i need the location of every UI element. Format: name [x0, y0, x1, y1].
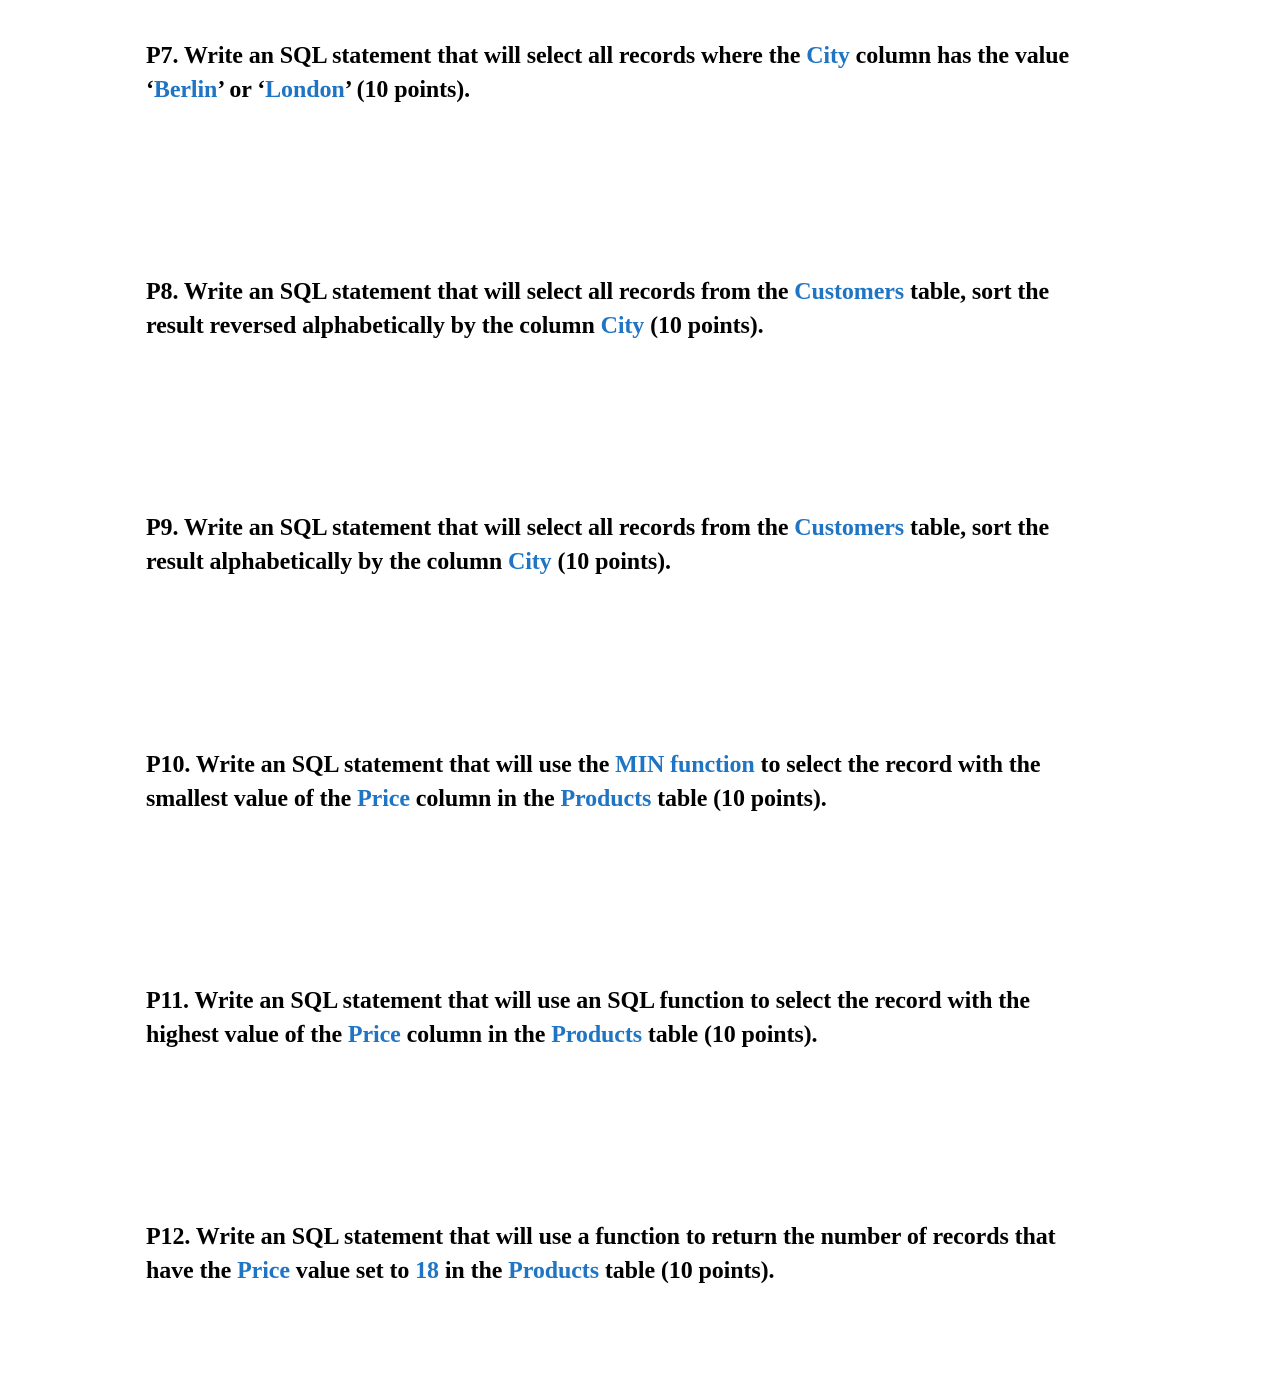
- highlighted-term: City: [507, 549, 552, 575]
- highlighted-term: Price: [237, 1258, 290, 1284]
- problem-p7: [146, 39, 1146, 107]
- problem-text: ‘: [146, 77, 154, 103]
- problem-text: P11. Write an SQL statement that will use an SQL function to select the record with the: [146, 988, 1030, 1014]
- problem-text: to select the record with the: [754, 752, 1041, 778]
- problem-text: table (10 points).: [651, 786, 827, 812]
- problem-text-line: [146, 1018, 1146, 1052]
- problem-text: ’ or ‘: [217, 77, 266, 103]
- problem-p9: [146, 511, 1146, 579]
- problem-text: column in the: [409, 786, 561, 812]
- problem-text: table, sort the: [904, 279, 1050, 305]
- problem-text-line: [146, 748, 1146, 782]
- problem-text: (10 points).: [551, 549, 671, 575]
- highlighted-term: City: [806, 43, 850, 69]
- problem-text-line: [146, 309, 1146, 343]
- problem-text: P9. Write an SQL statement that will select all records from the: [146, 515, 795, 541]
- highlighted-term: MIN function: [615, 752, 755, 778]
- problem-text: table, sort the: [904, 515, 1050, 541]
- problem-text: (10 points).: [644, 313, 764, 339]
- highlighted-term: Customers: [794, 515, 905, 541]
- problem-text: highest value of the: [146, 1022, 348, 1048]
- problem-text-line: [146, 511, 1146, 545]
- highlighted-term: Price: [347, 1022, 401, 1048]
- problem-text: P12. Write an SQL statement that will use a function to return the number of records that: [146, 1224, 1056, 1250]
- problem-text: result alphabetically by the column: [146, 549, 508, 575]
- problem-text-line: [146, 73, 1146, 107]
- problem-text-line: [146, 545, 1146, 579]
- problem-text: table (10 points).: [598, 1258, 775, 1284]
- highlighted-term: Products: [560, 786, 652, 812]
- problem-text: have the: [146, 1258, 238, 1284]
- highlighted-term: Products: [551, 1022, 642, 1048]
- highlighted-term: Price: [357, 786, 410, 812]
- problem-text: P8. Write an SQL statement that will select all records from the: [146, 279, 795, 305]
- problem-text-line: [146, 1220, 1146, 1254]
- problem-p8: [146, 275, 1146, 343]
- problem-p12: [146, 1220, 1146, 1288]
- problem-text-line: [146, 39, 1146, 73]
- problem-text-line: [146, 782, 1146, 816]
- problem-text: P10. Write an SQL statement that will use the: [146, 752, 616, 778]
- problem-text: table (10 points).: [642, 1022, 818, 1048]
- problem-text: P7. Write an SQL statement that will select all records where the: [146, 43, 807, 69]
- problem-text: value set to: [289, 1258, 416, 1284]
- problem-text: column in the: [400, 1022, 552, 1048]
- problem-text-line: [146, 984, 1146, 1018]
- problem-p10: [146, 748, 1146, 816]
- problem-text: in the: [438, 1258, 509, 1284]
- problem-text: smallest value of the: [146, 786, 358, 812]
- problem-text: column has the value: [849, 43, 1070, 69]
- problem-text-line: [146, 1254, 1146, 1288]
- problem-text: result reversed alphabetically by the column: [146, 313, 601, 339]
- highlighted-term: City: [600, 313, 645, 339]
- highlighted-term: London: [265, 77, 345, 103]
- highlighted-term: 18: [415, 1258, 439, 1284]
- highlighted-term: Products: [508, 1258, 599, 1284]
- problem-p11: [146, 984, 1146, 1052]
- problem-text: ’ (10 points).: [344, 77, 471, 103]
- highlighted-term: Berlin: [153, 77, 218, 103]
- highlighted-term: Customers: [794, 279, 905, 305]
- problem-text-line: [146, 275, 1146, 309]
